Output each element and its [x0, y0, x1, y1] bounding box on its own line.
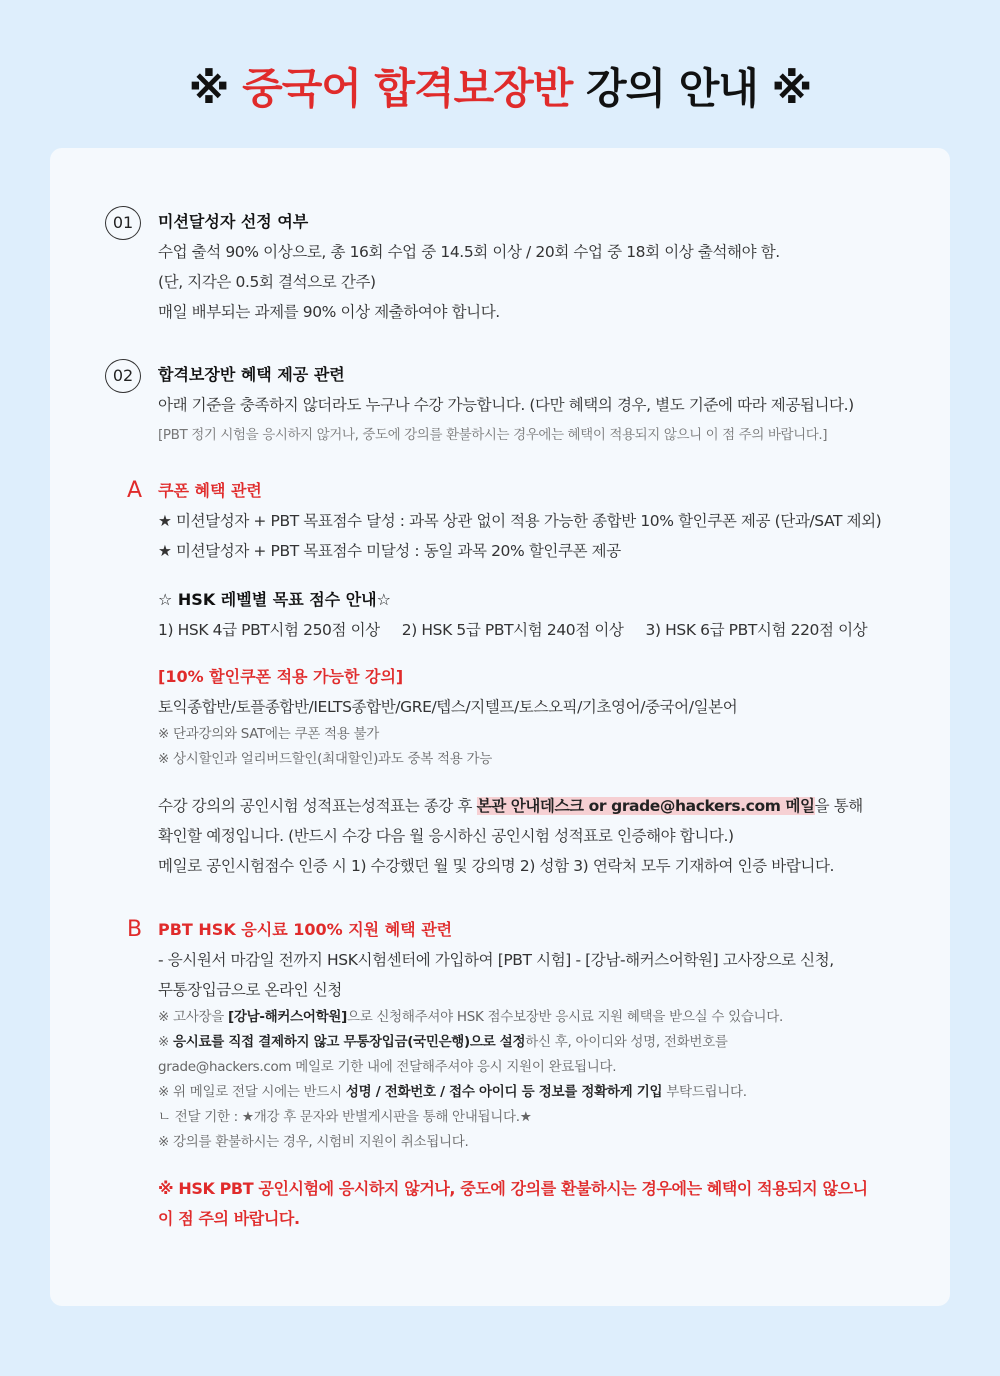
text-span: 하신 후, 아이디와 성명, 전화번호를	[525, 1034, 728, 1050]
page-title	[0, 56, 1000, 116]
info-card	[50, 148, 950, 1306]
target-scores	[158, 615, 928, 645]
section-number-badge: 01	[105, 206, 141, 240]
application-text: 무통장입금으로 온라인 신청	[158, 981, 342, 999]
section-heading: 합격보장반 혜택 제공 관련	[158, 365, 345, 384]
fee-note: ㄴ 전달 기한 : ★개강 후 문자와 반별게시판을 통해 안내됩니다.★	[158, 1109, 532, 1125]
section-letter: B	[127, 917, 143, 942]
application-text: - 응시원서 마감일 전까지 HSK시험센터에 가입하여 [PBT 시험] - [강남-해커스어학원] 고사장으로 신청,	[158, 951, 834, 969]
text-span: ※	[158, 1034, 174, 1050]
attendance-rule: 수업 출석 90% 이상으로, 총 16회 수업 중 14.5회 이상 / 20회 수업 중 18회 이상 출석해야 함.	[158, 243, 780, 261]
title-suffix: 강의 안내 ※	[572, 64, 812, 113]
star-benefit: ★ 미션달성자 + PBT 목표점수 미달성 : 동일 과목 20% 할인쿠폰 제공	[158, 542, 621, 560]
score-report-text: 확인할 예정입니다. (반드시 수강 다음 월 응시하신 공인시험 성적표로 인증해야 합니다.)	[158, 827, 734, 845]
section-number-badge: 02	[105, 359, 141, 393]
coupon-note: ※ 상시할인과 얼리버드할인(최대할인)과도 중복 적용 가능	[158, 751, 492, 767]
section-letter: A	[127, 478, 143, 503]
target-score: 3) HSK 6급 PBT시험 220점 이상	[645, 621, 868, 639]
tardy-rule: (단, 지각은 0.5회 결석으로 간주)	[158, 273, 376, 291]
star-benefit: ★ 미션달성자 + PBT 목표점수 달성 : 과목 상관 없이 적용 가능한 종합반 10% 할인쿠폰 제공 (단과/SAT 제외)	[158, 512, 882, 530]
fee-note	[158, 1080, 928, 1105]
title-highlight: 중국어 합격보장반	[242, 64, 573, 113]
eligibility-text: 아래 기준을 충족하지 않더라도 누구나 수강 가능합니다. (다만 혜택의 경우, 별도 기준에 따라 제공됩니다.)	[158, 396, 854, 414]
bold-text: 성명 / 전화번호 / 접수 아이디 등 정보를 정확하게 기입	[345, 1084, 663, 1100]
section-heading: PBT HSK 응시료 100% 지원 혜택 관련	[158, 920, 453, 939]
fee-note: ※ 강의를 환불하시는 경우, 시험비 지원이 취소됩니다.	[158, 1134, 469, 1150]
coupon-courses-heading: [10% 할인쿠폰 적용 가능한 강의]	[158, 667, 404, 686]
homework-rule: 매일 배부되는 과제를 90% 이상 제출하여야 합니다.	[158, 303, 500, 321]
section-heading: 쿠폰 혜택 관련	[158, 481, 262, 500]
bold-text: 응시료를 직접 결제하지 않고 무통장입금(국민은행)으로 설정	[173, 1034, 526, 1050]
target-score: 2) HSK 5급 PBT시험 240점 이상	[401, 621, 624, 639]
warning-text: 이 점 주의 바랍니다.	[158, 1209, 300, 1228]
text-span: 수강 강의의 공인시험 성적표는성적표는 종강 후	[158, 797, 477, 815]
fee-note: grade@hackers.com 메일로 기한 내에 전달해주셔야 응시 지원이 완료됩니다.	[158, 1059, 617, 1075]
coupon-note: ※ 단과강의와 SAT에는 쿠폰 적용 불가	[158, 726, 379, 742]
text-span: 을 통해	[814, 797, 863, 815]
score-report-text: 메일로 공인시험점수 인증 시 1) 수강했던 월 및 강의명 2) 성함 3) 연락처 모두 기재하여 인증 바랍니다.	[158, 857, 835, 875]
coupon-courses: 토익종합반/토플종합반/IELTS종합반/GRE/텝스/지텔프/토스오픽/기초영어/중국어/일본어	[158, 698, 738, 716]
target-heading: ☆ HSK 레벨별 목표 점수 안내☆	[158, 590, 391, 609]
fee-note	[158, 1005, 928, 1030]
fee-note	[158, 1030, 928, 1055]
warning-text: ※ HSK PBT 공인시험에 응시하지 않거나, 중도에 강의를 환불하시는 경우에는 혜택이 적용되지 않으니	[158, 1179, 868, 1198]
caution-note: [PBT 정기 시험을 응시하지 않거나, 중도에 강의를 환불하시는 경우에는 혜택이 적용되지 않으니 이 점 주의 바랍니다.]	[158, 427, 828, 443]
text-span: ※ 고사장을	[158, 1009, 228, 1025]
bold-text: [강남-해커스어학원]	[227, 1009, 347, 1025]
score-report-text	[158, 791, 928, 821]
highlighted-contact: 본관 안내데스크 or grade@hackers.com 메일	[476, 797, 815, 815]
text-span: 부탁드립니다.	[662, 1084, 747, 1100]
section-heading: 미션달성자 선정 여부	[158, 212, 309, 231]
target-score: 1) HSK 4급 PBT시험 250점 이상	[158, 621, 380, 639]
text-span: 으로 신청해주셔야 HSK 점수보장반 응시료 지원 혜택을 받으실 수 있습니다.	[346, 1009, 784, 1025]
title-prefix: ※	[188, 64, 243, 113]
text-span: ※ 위 메일로 전달 시에는 반드시	[158, 1084, 346, 1100]
